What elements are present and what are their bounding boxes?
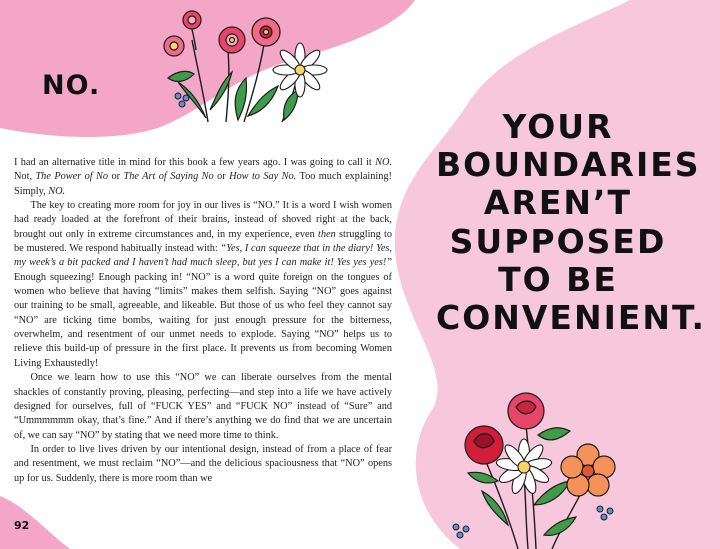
italic-text: How to Say No. bbox=[229, 171, 297, 183]
italic-text: then bbox=[317, 228, 336, 240]
quote-line: BOUNDARIES bbox=[436, 145, 701, 185]
text-run: or bbox=[108, 171, 124, 183]
italic-text: The Art of Saying No bbox=[123, 171, 214, 183]
italic-text: NO. bbox=[48, 185, 66, 197]
text-run: Once we learn how to use this “NO” we can liberate ourselves from the mental shackles of constantly proving, pleasing, perfecting—and step into a life we have actively designed for ourselves, full of “FUCK YES” and “FUCK NO” instead of “Sure” and “Ummmmmm okay, that’s fine.” And if there’s anything we do find that we are uncertain of, we can say “NO” by stating that we need more time to think. bbox=[14, 372, 392, 441]
quote-line: SUPPOSED bbox=[449, 221, 667, 261]
quote-line: AREN’T bbox=[483, 183, 633, 223]
chapter-title: NO. bbox=[42, 70, 101, 101]
text-run: Not, bbox=[14, 171, 36, 183]
text-run: Too much explaining! Simply, bbox=[14, 171, 392, 197]
body-paragraph bbox=[14, 199, 392, 371]
italic-text: The Power of No bbox=[35, 171, 109, 183]
text-run: In order to live lives driven by our intentional design, instead of from a place of fear and resentment, we must reclaim “NO”—and the delicious spaciousness that “NO” opens up for us. Suddenly, there is more room than we bbox=[14, 443, 392, 484]
body-text bbox=[14, 156, 392, 486]
italic-text: “Yes, I can squeeze that in the diary! Yes, my week’s a bit packed and I haven’t had much sleep, but yes I can make it! Yes yes yes!” bbox=[14, 243, 392, 269]
page-number: 92 bbox=[14, 519, 30, 532]
body-paragraph bbox=[14, 443, 392, 486]
text-run: I had an alternative title in mind for this book a few years ago. I was going to call it bbox=[14, 157, 376, 168]
body-paragraph bbox=[14, 156, 392, 199]
text-run: struggling to be mustered. We respond habitually instead with: bbox=[14, 228, 392, 255]
text-run: or bbox=[213, 171, 230, 183]
quote-line: TO BE bbox=[498, 259, 618, 299]
boundaries-quote bbox=[436, 107, 707, 338]
text-run: Enough squeezing! Enough packing in! “NO” is a word quite foreign on the tongues of women who believe that having “limits” makes them selfish. Saying “NO” goes against our training to be small, agreeable, and likeable. But those of us who feel they cannot say “NO” are ticking time bombs, waiting for just enough pressure for the bitterness, overwhelm, and resentment of our unmet needs to explode. Saying “NO” helps us to relieve this build-up of pressure in the first place. It prevents us from becoming Women Living Exhaustedly! bbox=[14, 271, 392, 369]
flower-bouquet-bottom-icon bbox=[438, 385, 638, 549]
italic-text: NO. bbox=[375, 157, 392, 168]
flower-bouquet-top-icon bbox=[148, 0, 332, 128]
body-paragraph bbox=[14, 371, 392, 443]
text-run: The key to creating more room for joy in our lives is “NO.” It is a word I wish women had ready loaded at the forefront of their brains, instead of shoved right at the back, brought out only in extreme circumstances and, in my experience, even bbox=[14, 200, 392, 240]
quote-line: YOUR bbox=[502, 107, 614, 146]
quote-line: CONVENIENT. bbox=[436, 298, 707, 338]
